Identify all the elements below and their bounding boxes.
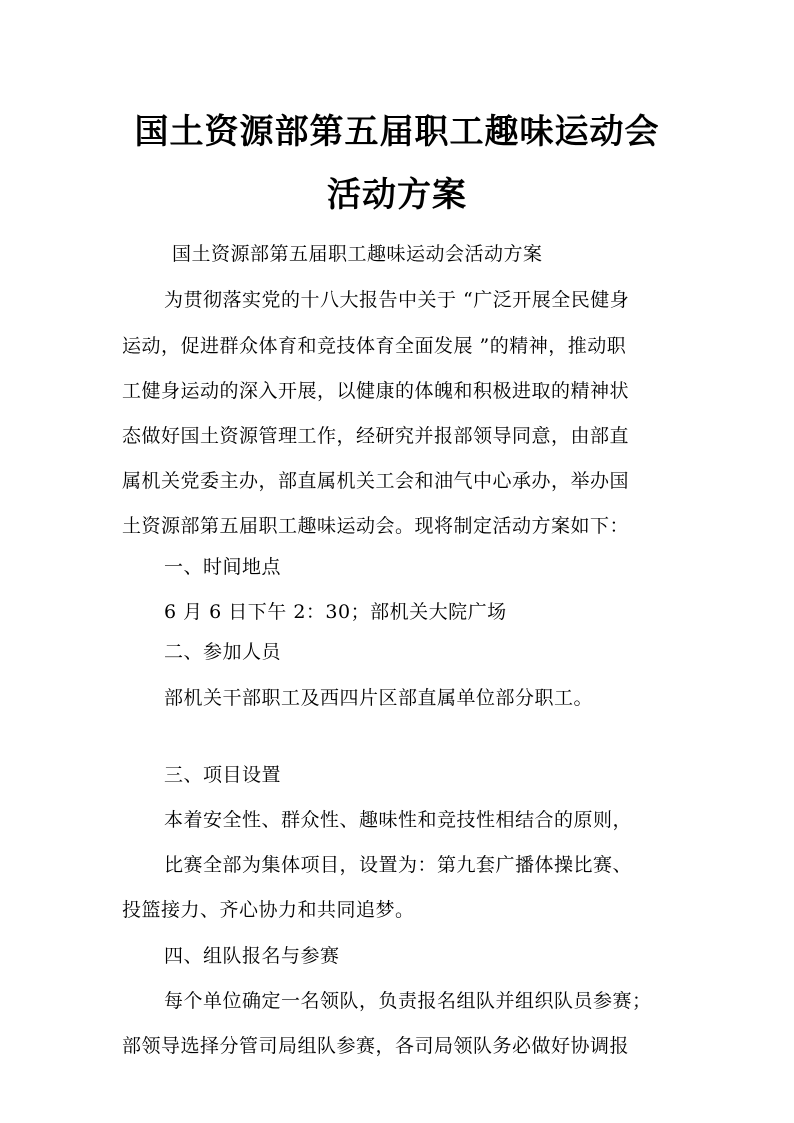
section-body-registration-line: 部领导选择分管司局组队参赛，各司局领队务必做好协调报 bbox=[122, 1035, 630, 1057]
document-subtitle: 国土资源部第五届职工趣味运动会活动方案 bbox=[172, 243, 543, 265]
section-heading-time-place: 一、时间地点 bbox=[164, 556, 282, 578]
intro-line: 属机关党委主办，部直属机关工会和油气中心承办，举办国 bbox=[122, 470, 630, 492]
intro-line: 运动，促进群众体育和竞技体育全面发展 ”的精神，推动职 bbox=[122, 335, 627, 357]
section-body-time-place: 6 月 6 日下午 2：30；部机关大院广场 bbox=[164, 601, 507, 623]
section-heading-registration: 四、组队报名与参赛 bbox=[164, 945, 340, 967]
section-body-events-line: 本着安全性、群众性、趣味性和竞技性相结合的原则， bbox=[164, 809, 633, 831]
intro-line: 土资源部第五届职工趣味运动会。现将制定活动方案如下： bbox=[122, 515, 630, 537]
section-body-events-line: 比赛全部为集体项目，设置为：第九套广播体操比赛、 bbox=[164, 854, 633, 876]
section-body-events-line: 投篮接力、齐心协力和共同追梦。 bbox=[122, 899, 415, 921]
section-body-registration-line: 每个单位确定一名领队，负责报名组队并组织队员参赛； bbox=[164, 990, 652, 1012]
intro-line: 工健身运动的深入开展，以健康的体魄和积极进取的精神状 bbox=[122, 380, 630, 402]
section-heading-participants: 二、参加人员 bbox=[164, 641, 282, 663]
document-title-line2: 活动方案 bbox=[327, 175, 467, 215]
section-body-participants: 部机关干部职工及西四片区部直属单位部分职工。 bbox=[164, 687, 594, 709]
intro-line: 为贯彻落实党的十八大报告中关于 “广泛开展全民健身 bbox=[164, 289, 630, 311]
document-title-line1: 国土资源部第五届职工趣味运动会 bbox=[134, 112, 660, 152]
intro-line: 态做好国土资源管理工作，经研究并报部领导同意，由部直 bbox=[122, 425, 630, 447]
section-heading-events: 三、项目设置 bbox=[164, 764, 282, 786]
